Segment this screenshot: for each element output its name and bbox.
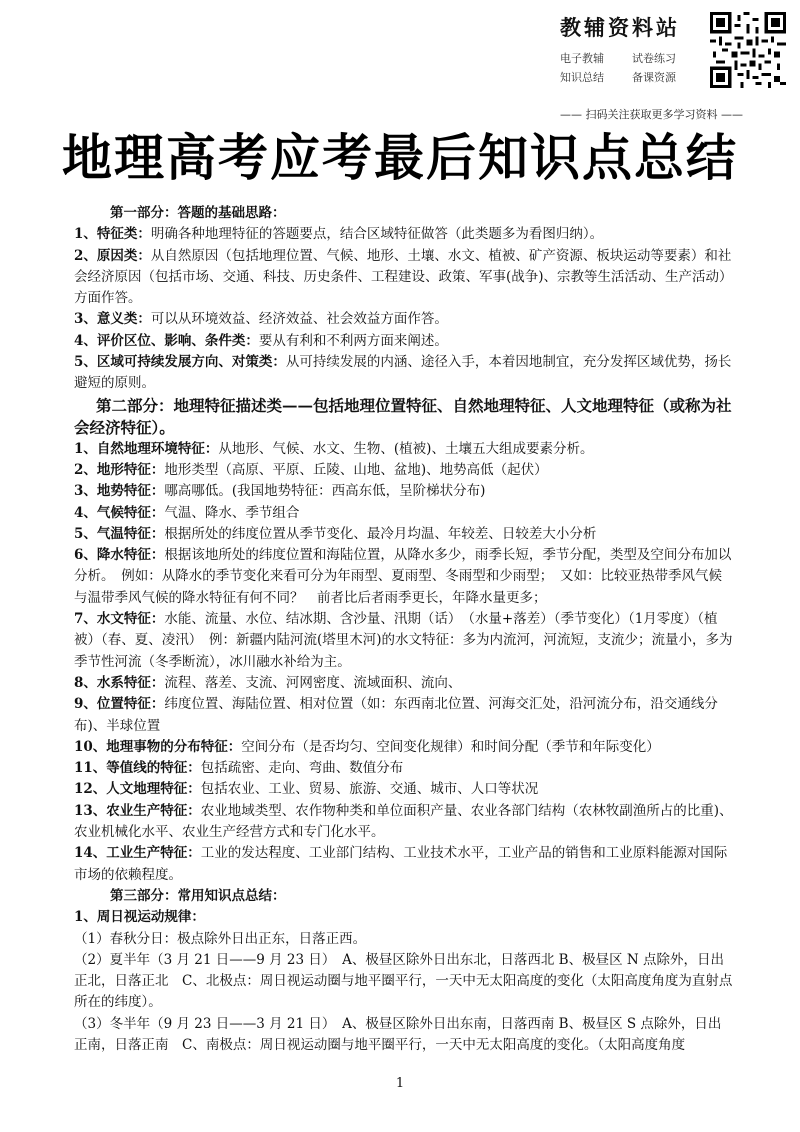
part2-heading: 第二部分：地理特征描述类——包括地理位置特征、自然地理特征、人文地理特征（或称为社会经济特征）。: [74, 395, 732, 437]
item-lead: 13、农业生产特征：: [74, 802, 201, 819]
qr-code-icon: [710, 12, 786, 88]
list-item: [74, 545, 734, 609]
list-item: （2）夏半年（3 月 21 日——9 月 23 日） A、极昼区除外日出东北，日落西北 B、极昼区 N 点除外，日出正北，日落正北 C、北极点：周日视运动圈与地平圈平行，一天中无太阳高度的变化（太阳高度角度为直射点所在的纬度）。: [74, 951, 733, 1011]
list-item: [74, 737, 734, 758]
item-text: 空间分布（是否均匀、空间变化规律）和时间分配（季节和年际变化）: [241, 738, 660, 755]
part1-heading: 第一部分：答题的基础思路：: [110, 205, 286, 221]
list-item: [74, 439, 734, 460]
list-item: [74, 309, 734, 330]
list-item: [74, 609, 734, 673]
item-text: 气温、降水、季节组合: [164, 504, 300, 521]
item-lead: 8、水系特征：: [74, 674, 165, 691]
item-text: 根据所处的纬度位置从季节变化、最冷月均温、年较差、日较差大小分析: [164, 525, 597, 542]
list-item: [74, 460, 734, 481]
list-item: [74, 673, 734, 694]
list-item: [74, 503, 734, 524]
item-lead: 2、地形特征：: [74, 461, 165, 478]
item-text: 从自然原因（包括地理位置、气候、地形、土壤、水文、植被、矿产资源、板块运动等要素）和社会经济原因（包括市场、交通、科技、历史条件、工程建设、政策、军事(战争)、宗教等生活活动、生产活动）方面作答。: [74, 247, 733, 307]
list-item: [74, 331, 734, 352]
list-item: [74, 694, 734, 737]
part3-heading: 第三部分：常用知识点总结：: [110, 887, 286, 904]
item-lead: 2、原因类：: [74, 247, 151, 264]
item-lead: 4、评价区位、影响、条件类：: [74, 332, 259, 349]
item-text: 要从有利和不利两方面来阐述。: [258, 332, 448, 349]
page-number: 1: [395, 1076, 405, 1091]
item-text: 可以从环境效益、经济效益、社会效益方面作答。: [150, 311, 448, 328]
brand-tags: [560, 50, 710, 85]
brand-tag: 备课资源: [632, 71, 676, 84]
list-item: （3）冬半年（9 月 23 日——3 月 21 日） A、极昼区除外日出东南，日落西南 B、极昼区 S 点除外，日出正南，日落正南 C、南极点：周日视运动圈与地平圈平行，一天中无太阳高度的变化。（太阳高度角度: [74, 1015, 722, 1053]
item-text: 工业的发达程度、工业部门结构、工业技术水平，工业产品的销售和工业原料能源对国际市场的依赖程度。: [74, 845, 728, 883]
list-item: [74, 481, 734, 502]
item-text: 从地形、气候、水文、生物、(植被)、土壤五大组成要素分析。: [218, 440, 594, 457]
item-lead: 6、降水特征：: [74, 547, 165, 564]
item-text: 地形类型（高原、平原、丘陵、山地、盆地)、地势高低（起伏）: [164, 461, 548, 478]
item-lead: 5、区域可持续发展方向、对策类：: [74, 354, 286, 371]
item-lead: 3、地势特征：: [74, 483, 165, 500]
item-text: 哪高哪低。(我国地势特征：西高东低，呈阶梯状分布): [164, 483, 486, 500]
item-lead: 9、位置特征：: [74, 696, 165, 713]
list-item: [74, 779, 734, 800]
item-text: 根据该地所处的纬度位置和海陆位置，从降水多少，雨季长短，季节分配，类型及空间分布加以分析。 例如：从降水的季节变化来看可分为年雨型、夏雨型、冬雨型和少雨型； 又如：比较亚热带季风气候与温带季风气候的降水特征有何不同？ 前者比后者雨季更长，年降水量更多；: [74, 547, 732, 606]
brand-tag: 电子教辅: [560, 52, 604, 65]
document-body: [74, 203, 734, 1056]
brand-title: 教辅资料站: [560, 16, 680, 40]
item-lead: 12、人文地理特征：: [74, 781, 201, 798]
item-lead: 1、特征类：: [74, 226, 151, 243]
item-lead: 7、水文特征：: [74, 611, 165, 628]
item-text: 水能、流量、水位、结冰期、含沙量、汛期（话） （水量+落差）（季节变化）（1月零度）（植被）（春、夏、凌汛） 例：新疆内陆河流(塔里木河)的水文特征：多为内流河，河流短，支流少；流量小，多为季节性河流（冬季断流），冰川融水补给为主。: [74, 611, 733, 670]
item-lead: 5、气温特征：: [74, 525, 165, 542]
list-item: （1）春秋分日：极点除外日出正东，日落正西。: [74, 930, 367, 947]
item-text: 包括农业、工业、贸易、旅游、交通、城市、人口等状况: [200, 781, 539, 798]
list-item: [74, 524, 734, 545]
page-title: 地理高考应考最后知识点总结: [62, 128, 738, 187]
list-item: [74, 758, 734, 779]
scan-prompt: —— 扫码关注获取更多学习资料 ——: [560, 108, 743, 121]
brand-tag: 试卷练习: [632, 52, 676, 65]
item-lead: 3、意义类：: [74, 311, 151, 328]
part3-subheading: 1、周日视运动规律：: [74, 909, 205, 926]
item-text: 纬度位置、海陆位置、相对位置（如：东西南北位置、河海交汇处，沿河流分布，沿交通线分布)、半球位置: [74, 696, 718, 734]
list-item: [74, 352, 734, 395]
item-lead: 1、自然地理环境特征：: [74, 440, 219, 457]
item-text: 包括疏密、走向、弯曲、数值分布: [200, 760, 404, 777]
item-lead: 14、工业生产特征：: [74, 845, 201, 862]
list-item: [74, 246, 734, 310]
item-text: 流程、落差、支流、河网密度、流域面积、流向、: [164, 674, 462, 691]
item-lead: 11、等值线的特征：: [74, 760, 201, 777]
brand-tag: 知识总结: [560, 71, 604, 84]
item-text: 农业地域类型、农作物种类和单位面积产量、农业各部门结构（农林牧副渔所占的比重)、农业机械化水平、农业生产经营方式和专门化水平。: [74, 802, 733, 841]
item-text: 从可持续发展的内涵、途径入手，本着因地制宜，充分发挥区域优势，扬长避短的原则。: [74, 354, 732, 392]
brand-block: [560, 12, 710, 85]
list-item: [74, 801, 734, 844]
item-lead: 10、地理事物的分布特征：: [74, 738, 242, 755]
list-item: [74, 224, 734, 245]
item-lead: 4、气候特征：: [74, 504, 165, 521]
item-text: 明确各种地理特征的答题要点，结合区域特征做答（此类题多为看图归纳）。: [150, 226, 604, 243]
list-item: [74, 843, 734, 886]
